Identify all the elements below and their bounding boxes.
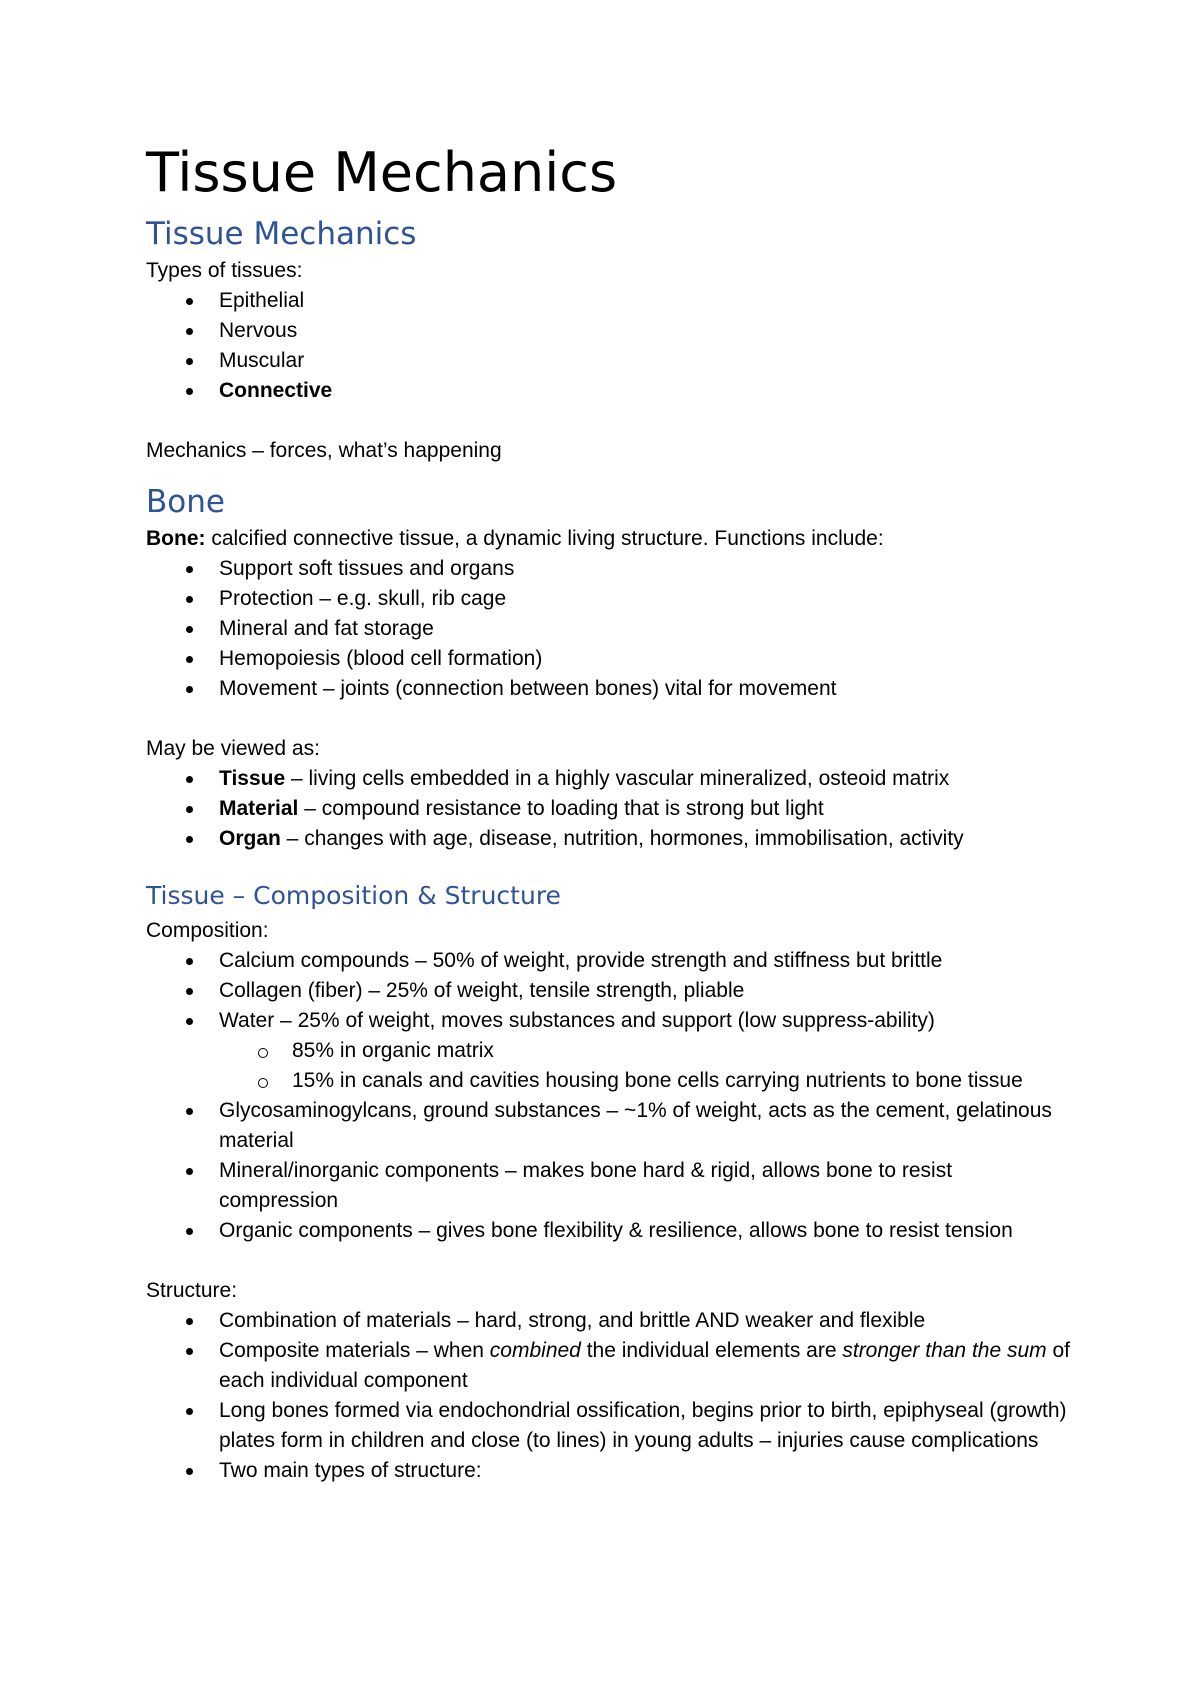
list-item: Protection – e.g. skull, rib cage <box>146 584 1076 614</box>
list-item: Calcium compounds – 50% of weight, provide strength and stiffness but brittle <box>146 946 1076 976</box>
list-item: Epithelial <box>146 286 1076 316</box>
list-item: Organic components – gives bone flexibility & resilience, allows bone to resist tension <box>146 1216 1076 1246</box>
list-item: Collagen (fiber) – 25% of weight, tensile strength, pliable <box>146 976 1076 1006</box>
list-item: Two main types of structure: <box>146 1456 1076 1486</box>
sub-list-item: 15% in canals and cavities housing bone cells carrying nutrients to bone tissue <box>146 1066 1076 1096</box>
bone-intro <box>146 524 1076 554</box>
italic-run: combined <box>489 1339 581 1362</box>
connective-bold: Connective <box>219 379 333 402</box>
list-item: Mineral/inorganic components – makes bone hard & rigid, allows bone to resist compression <box>146 1156 1076 1216</box>
italic-run: stronger than the sum <box>842 1339 1047 1362</box>
document-body <box>146 136 1076 1486</box>
list-item: Nervous <box>146 316 1076 346</box>
viewed-as-list <box>146 764 1076 854</box>
list-item: Long bones formed via endochondrial ossification, begins prior to birth, epiphyseal (growth) plates form in children and close (to lines) in young adults – injuries cause complications <box>146 1396 1076 1456</box>
heading-tissue-mechanics: Tissue Mechanics <box>146 216 417 252</box>
term: Material <box>219 797 299 820</box>
document-title: Tissue Mechanics <box>146 141 618 204</box>
list-item: Glycosaminogylcans, ground substances – ~1% of weight, acts as the cement, gelatinous material <box>146 1096 1076 1156</box>
list-item <box>146 794 1076 824</box>
list-item: Water – 25% of weight, moves substances and support (low suppress-ability) <box>146 1006 1076 1036</box>
list-item: Movement – joints (connection between bones) vital for movement <box>146 674 1076 704</box>
list-item: Hemopoiesis (blood cell formation) <box>146 644 1076 674</box>
term: Tissue <box>219 767 286 790</box>
structure-label: Structure: <box>146 1279 238 1302</box>
text-run: of each individual component <box>219 1339 1070 1392</box>
bone-term: Bone: <box>146 527 206 550</box>
list-item: Support soft tissues and organs <box>146 554 1076 584</box>
heading-bone: Bone <box>146 484 225 520</box>
viewed-label: May be viewed as: <box>146 737 320 760</box>
list-item: Mineral and fat storage <box>146 614 1076 644</box>
text-run: the individual elements are <box>580 1339 843 1362</box>
term: Organ <box>219 827 281 850</box>
term-description: – changes with age, disease, nutrition, hormones, immobilisation, activity <box>280 827 964 850</box>
spacer <box>146 406 1076 436</box>
mechanics-line: Mechanics – forces, what’s happening <box>146 439 502 462</box>
list-item <box>146 764 1076 794</box>
tissue-types-list <box>146 286 1076 406</box>
list-item <box>146 376 1076 406</box>
list-item <box>146 1336 1076 1396</box>
structure-list <box>146 1306 1076 1486</box>
heading-composition-structure: Tissue – Composition & Structure <box>146 881 561 910</box>
spacer <box>146 1246 1076 1276</box>
list-item: Muscular <box>146 346 1076 376</box>
types-label: Types of tissues: <box>146 259 303 282</box>
spacer <box>146 704 1076 734</box>
term-description: – living cells embedded in a highly vascular mineralized, osteoid matrix <box>285 767 950 790</box>
list-item <box>146 824 1076 854</box>
term-description: – compound resistance to loading that is strong but light <box>298 797 824 820</box>
list-item: Combination of materials – hard, strong, and brittle AND weaker and flexible <box>146 1306 1076 1336</box>
text-run: Composite materials – when <box>219 1339 490 1362</box>
bone-functions-list <box>146 554 1076 704</box>
composition-list <box>146 946 1076 1246</box>
sub-list-item: 85% in organic matrix <box>146 1036 1076 1066</box>
composition-label: Composition: <box>146 919 269 942</box>
bone-intro-text: calcified connective tissue, a dynamic living structure. Functions include: <box>205 527 884 550</box>
